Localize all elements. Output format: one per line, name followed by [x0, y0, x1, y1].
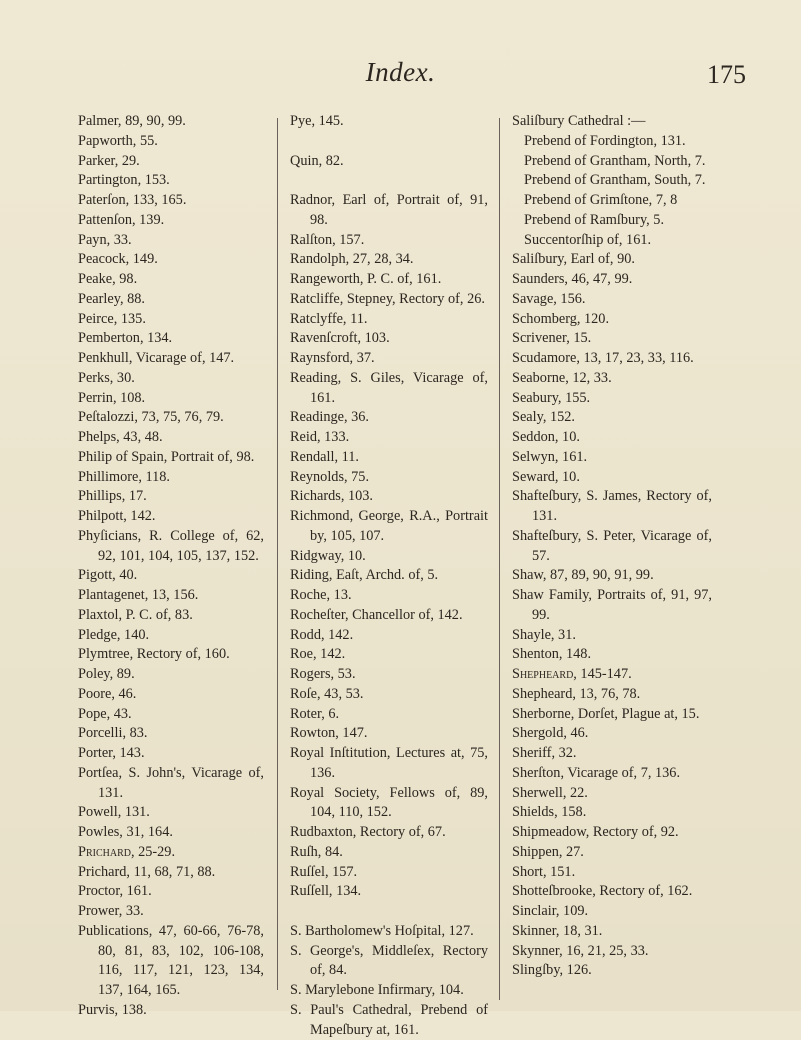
- index-entry: Radnor, Earl of, Portrait of, 91, 98.: [290, 192, 488, 228]
- index-entry: Philip of Spain, Portrait of, 98.: [78, 448, 255, 465]
- index-entry: Shipmeadow, Rectory of, 92.: [512, 824, 679, 840]
- index-entry: Porcelli, 83.: [78, 725, 148, 742]
- index-entry: Shafteſbury, S. Peter, Vicarage of, 57.: [512, 527, 712, 564]
- index-entry: S. Bartholomew's Hoſpital, 127.: [290, 922, 474, 939]
- index-entry: Phillips, 17.: [78, 488, 147, 505]
- index-entry: Plymtree, Rectory of, 160.: [78, 646, 230, 663]
- index-entry: Philpott, 142.: [78, 508, 156, 524]
- index-entry: Peacock, 149.: [78, 251, 158, 268]
- index-entry: Shayle, 31.: [512, 626, 576, 643]
- index-entry: Partington, 153.: [78, 172, 170, 189]
- index-entry: Shergold, 46.: [512, 725, 589, 742]
- index-entry: Payn, 33.: [78, 231, 132, 248]
- index-entry: Shippen, 27.: [512, 843, 584, 860]
- index-entry: Sherborne, Dorſet, Plague at, 15.: [512, 705, 700, 722]
- index-entry: Powell, 131.: [78, 804, 150, 821]
- index-subentry: Prebend of Fordington, 131.: [524, 132, 686, 149]
- index-entry: Ridgway, 10.: [290, 547, 366, 564]
- index-entry: Sheriff, 32.: [512, 745, 577, 761]
- index-entry: Prichard, 11, 68, 71, 88.: [78, 863, 216, 880]
- index-entry: Rendall, 11.: [290, 448, 359, 465]
- index-entry: Seward, 10.: [512, 468, 580, 485]
- index-entry: Pemberton, 134.: [78, 330, 173, 347]
- index-entry: Ruſſell, 134.: [290, 883, 362, 900]
- index-entry: Pye, 145.: [290, 113, 344, 129]
- index-entry: Pattenſon, 139.: [78, 211, 165, 228]
- index-entry: Parker, 29.: [78, 152, 140, 169]
- index-entry: Seabury, 155.: [512, 389, 591, 406]
- index-entry: Sealy, 152.: [512, 409, 576, 426]
- running-title: Index.: [365, 57, 436, 87]
- index-entry: Portſea, S. John's, Vicarage of, 131.: [78, 764, 264, 801]
- index-entry: Peirce, 135.: [78, 310, 146, 327]
- index-entry: Roe, 142.: [290, 646, 346, 663]
- index-entry: Phyſicians, R. College of, 62, 92, 101, 104, 105, 137, 152.: [78, 527, 264, 564]
- index-entry: Ratcliffe, Stepney, Rectory of, 26.: [290, 290, 485, 307]
- index-entry: Roche, 13.: [290, 587, 352, 603]
- index-entry: Ruſh, 84.: [290, 843, 343, 860]
- index-entry: Rocheſter, Chancellor of, 142.: [290, 606, 463, 623]
- section-gap: [290, 132, 488, 152]
- index-entry: Prower, 33.: [78, 903, 144, 919]
- index-entry: Ralſton, 157.: [290, 231, 365, 248]
- index-entry: Powles, 31, 164.: [78, 824, 173, 840]
- index-entry: Richards, 103.: [290, 488, 373, 505]
- index-subentry: Prebend of Ramſbury, 5.: [524, 211, 665, 228]
- index-entry: Sherwell, 22.: [512, 784, 588, 801]
- index-entry: Phillimore, 118.: [78, 468, 171, 485]
- index-entry: Ravenſcroft, 103.: [290, 330, 390, 347]
- index-entry: Saunders, 46, 47, 99.: [512, 271, 633, 287]
- index-entry: Raynsford, 37.: [290, 350, 375, 366]
- index-entry: Shafteſbury, S. James, Rectory of, 131.: [512, 488, 712, 524]
- index-entry: Shaw Family, Portraits of, 91, 97, 99.: [512, 587, 712, 623]
- index-subentry: Prebend of Grimſtone, 7, 8: [524, 192, 678, 208]
- index-column-3: [512, 112, 712, 981]
- index-subentry: Prebend of Grantham, North, 7.: [524, 152, 706, 169]
- index-entry: Rangeworth, P. C. of, 161.: [290, 271, 442, 287]
- index-entry: Pledge, 140.: [78, 626, 150, 643]
- index-entry: Richmond, George, R.A., Portrait by, 105, 107.: [290, 508, 488, 544]
- index-entry: Skinner, 18, 31.: [512, 922, 603, 939]
- index-entry: Proctor, 161.: [78, 883, 152, 900]
- page-number: 175: [707, 60, 746, 89]
- index-entry: Seddon, 10.: [512, 429, 580, 445]
- index-entry: Ratclyffe, 11.: [290, 310, 368, 327]
- index-entry: Shenton, 148.: [512, 646, 592, 663]
- index-entry: Slingſby, 126.: [512, 962, 592, 979]
- column-divider: [499, 118, 500, 1000]
- index-entry: Royal Society, Fellows of, 89, 104, 110, 152.: [290, 784, 488, 821]
- index-entry: Randolph, 27, 28, 34.: [290, 251, 414, 268]
- index-entry: Rogers, 53.: [290, 666, 356, 682]
- index-entry: Publications, 47, 60-66, 76-78, 80, 81, 83, 102, 106-108, 116, 117, 121, 123, 134, 137, 164, 165.: [78, 922, 264, 998]
- index-entry: Ruſſel, 157.: [290, 863, 358, 880]
- index-entry: Schomberg, 120.: [512, 310, 610, 327]
- index-entry: Papworth, 55.: [78, 132, 158, 149]
- index-entry: Reid, 133.: [290, 429, 350, 445]
- index-subentry: Succentorſhip of, 161.: [524, 231, 652, 248]
- index-entry: Quin, 82.: [290, 152, 344, 169]
- index-entry: Sinclair, 109.: [512, 903, 589, 919]
- index-entry: Purvis, 138.: [78, 1001, 147, 1018]
- index-entry: Perrin, 108.: [78, 389, 146, 406]
- index-entry: Paterſon, 133, 165.: [78, 192, 187, 208]
- index-entry: Shields, 158.: [512, 804, 587, 821]
- index-entry: Reading, S. Giles, Vicarage of, 161.: [290, 369, 488, 406]
- index-subentry: Prebend of Grantham, South, 7.: [524, 172, 706, 189]
- index-entry: Shaw, 87, 89, 90, 91, 99.: [512, 567, 654, 584]
- index-entry: Seaborne, 12, 33.: [512, 369, 612, 386]
- index-entry: Porter, 143.: [78, 745, 145, 761]
- index-column-2: [290, 112, 488, 1040]
- index-entry: Shepheard, 13, 76, 78.: [512, 685, 641, 702]
- index-entry: Sherſton, Vicarage of, 7, 136.: [512, 764, 681, 781]
- index-entry: Peake, 98.: [78, 271, 138, 287]
- index-entry: Skynner, 16, 21, 25, 33.: [512, 942, 649, 959]
- index-entry: Selwyn, 161.: [512, 448, 588, 465]
- index-entry: Prichard, 25-29.: [78, 843, 176, 860]
- section-gap: [290, 902, 488, 922]
- index-entry: Shotteſbrooke, Rectory of, 162.: [512, 883, 693, 900]
- index-entry: Scrivener, 15.: [512, 330, 592, 347]
- index-entry: Peſtalozzi, 73, 75, 76, 79.: [78, 409, 224, 426]
- index-entry: Perks, 30.: [78, 369, 135, 386]
- index-entry: Poore, 46.: [78, 685, 137, 702]
- index-entry: Savage, 156.: [512, 290, 586, 307]
- index-entry: Roſe, 43, 53.: [290, 685, 364, 702]
- index-entry: Rodd, 142.: [290, 626, 354, 643]
- index-entry: Saliſbury, Earl of, 90.: [512, 251, 635, 268]
- index-entry: Rowton, 147.: [290, 725, 368, 742]
- section-gap: [290, 171, 488, 191]
- index-entry: Roter, 6.: [290, 705, 340, 722]
- index-entry: Poley, 89.: [78, 666, 135, 682]
- index-entry: Royal Inſtitution, Lectures at, 75, 136.: [290, 745, 488, 781]
- column-divider: [277, 118, 278, 990]
- index-entry: S. George's, Middleſex, Rectory of, 84.: [290, 942, 488, 979]
- index-entry: Scudamore, 13, 17, 23, 33, 116.: [512, 350, 694, 366]
- index-entry: Readinge, 36.: [290, 409, 370, 426]
- index-entry: Shepheard, 145-147.: [512, 666, 632, 682]
- index-entry: Penkhull, Vicarage of, 147.: [78, 350, 235, 366]
- index-entry: Plantagenet, 13, 156.: [78, 587, 199, 603]
- index-entry: S. Marylebone Infirmary, 104.: [290, 982, 464, 998]
- index-entry: S. Paul's Cathedral, Prebend of Mapeſbury at, 161.: [290, 1001, 488, 1038]
- index-entry: Pope, 43.: [78, 705, 132, 722]
- index-entry: Saliſbury Cathedral :—: [512, 113, 646, 129]
- index-entry: Pearley, 88.: [78, 290, 145, 307]
- index-entry: Phelps, 43, 48.: [78, 429, 163, 445]
- index-entry: Rudbaxton, Rectory of, 67.: [290, 824, 446, 840]
- index-entry: Riding, Eaſt, Archd. of, 5.: [290, 567, 439, 584]
- index-entry: Pigott, 40.: [78, 567, 138, 584]
- index-entry: Palmer, 89, 90, 99.: [78, 113, 186, 129]
- index-entry: Short, 151.: [512, 863, 576, 880]
- index-entry: Reynolds, 75.: [290, 468, 370, 485]
- index-entry: Plaxtol, P. C. of, 83.: [78, 606, 193, 623]
- index-column-1: [78, 112, 264, 1021]
